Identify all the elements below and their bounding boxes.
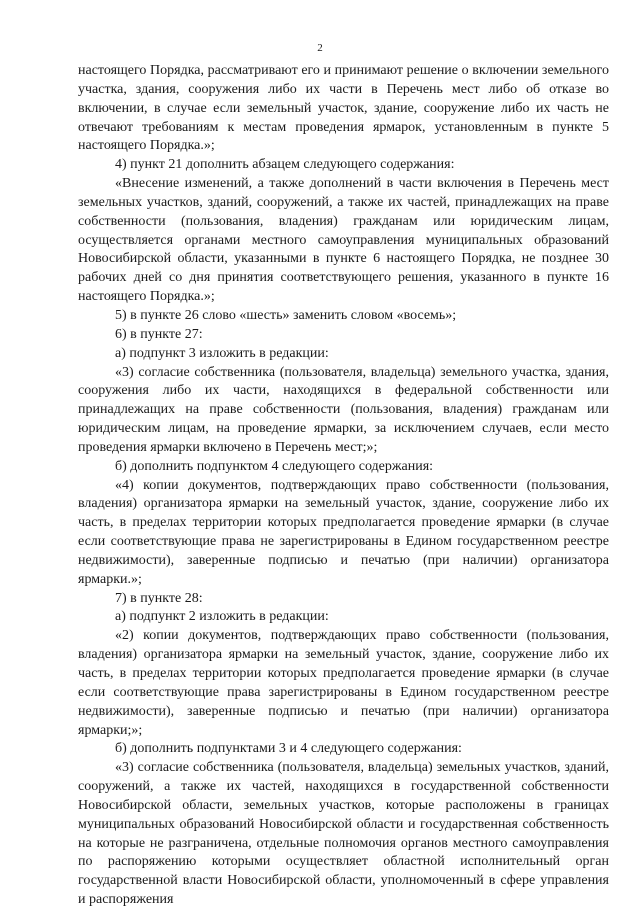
paragraph: 5) в пункте 26 слово «шесть» заменить словом «восемь»; [115,307,457,323]
paragraph: «Внесение изменений, а также дополнений в части включения в Перечень мест земельных участков, зданий, сооружений, а также их частей, принадлежащих на праве собственности (пользования, владения) гражданам или юридическим лицам, осуществляется органами местного самоуправления муниципальных образований Новосибирской области, указанными в пункте 6 настоящего Порядка, не позднее 30 рабочих дней со дня принятия соответствующего решения, указанного в пункте 16 настоящего Порядка.»; [78,176,609,305]
paragraph: б) дополнить подпунктами 3 и 4 следующего содержания: [115,741,462,757]
paragraph: «4) копии документов, подтверждающих право собственности (пользования, владения) организатора ярмарки на земельный участок, здание, сооружение либо их часть, в пределах территории которых предполагается проведение ярмарки (в случае если соответствующие права не зарегистрированы в Едином государственном реестре недвижимости), заверенные подписью и печатью (при наличии) организатора ярмарки.»; [78,477,609,587]
paragraph: а) подпункт 2 изложить в редакции: [115,609,329,625]
paragraph: 6) в пункте 27: [115,326,203,342]
paragraph: «3) согласие собственника (пользователя, владельца) земельных участков, зданий, сооружений, а также их частей, находящихся в государственной собственности Новосибирской области, земельных участков, которые расположены в границах муниципальных образований Новосибирской области и государственная собственность на которые не разграничена, отдельные полномочия органов местного самоуправления по распоряжению которыми осуществляет областной исполнительный орган государственной власти Новосибирской области, уполномоченный в сфере управления и распоряжения [78,760,609,908]
paragraph: «3) согласие собственника (пользователя, владельца) земельного участка, здания, сооружения либо их части, находящихся в федеральной собственности или принадлежащих на праве собственности (пользования, владения) гражданам или юридическим лицам, на проведение ярмарки, за исключением случаев, если место проведения ярмарки включено в Перечень мест;»; [78,364,609,455]
paragraph: настоящего Порядка, рассматривают его и принимают решение о включении земельного участка, здания, сооружения либо их части в Перечень мест либо об отказе во включении, в случае если земельный участок, здание, сооружение либо их часть не отвечают требованиям к местам проведения ярмарок, установленным в пункте 5 настоящего Порядка.»; [78,63,609,154]
paragraph: б) дополнить подпунктом 4 следующего содержания: [115,458,434,474]
paragraph: 4) пункт 21 дополнить абзацем следующего содержания: [115,157,455,173]
paragraph: а) подпункт 3 изложить в редакции: [115,345,329,361]
page-number: 2 [317,42,323,54]
paragraph: «2) копии документов, подтверждающих право собственности (пользования, владения) организатора ярмарки на земельный участок, здание, сооружение либо их часть, в пределах территории которых предполагается проведение ярмарки (в случае если соответствующие права зарегистрированы в Едином государственном реестре недвижимости), заверенные подписью и печатью (при наличии) организатора ярмарки;»; [78,628,609,738]
paragraph: 7) в пункте 28: [115,590,203,606]
document-body [78,62,609,910]
